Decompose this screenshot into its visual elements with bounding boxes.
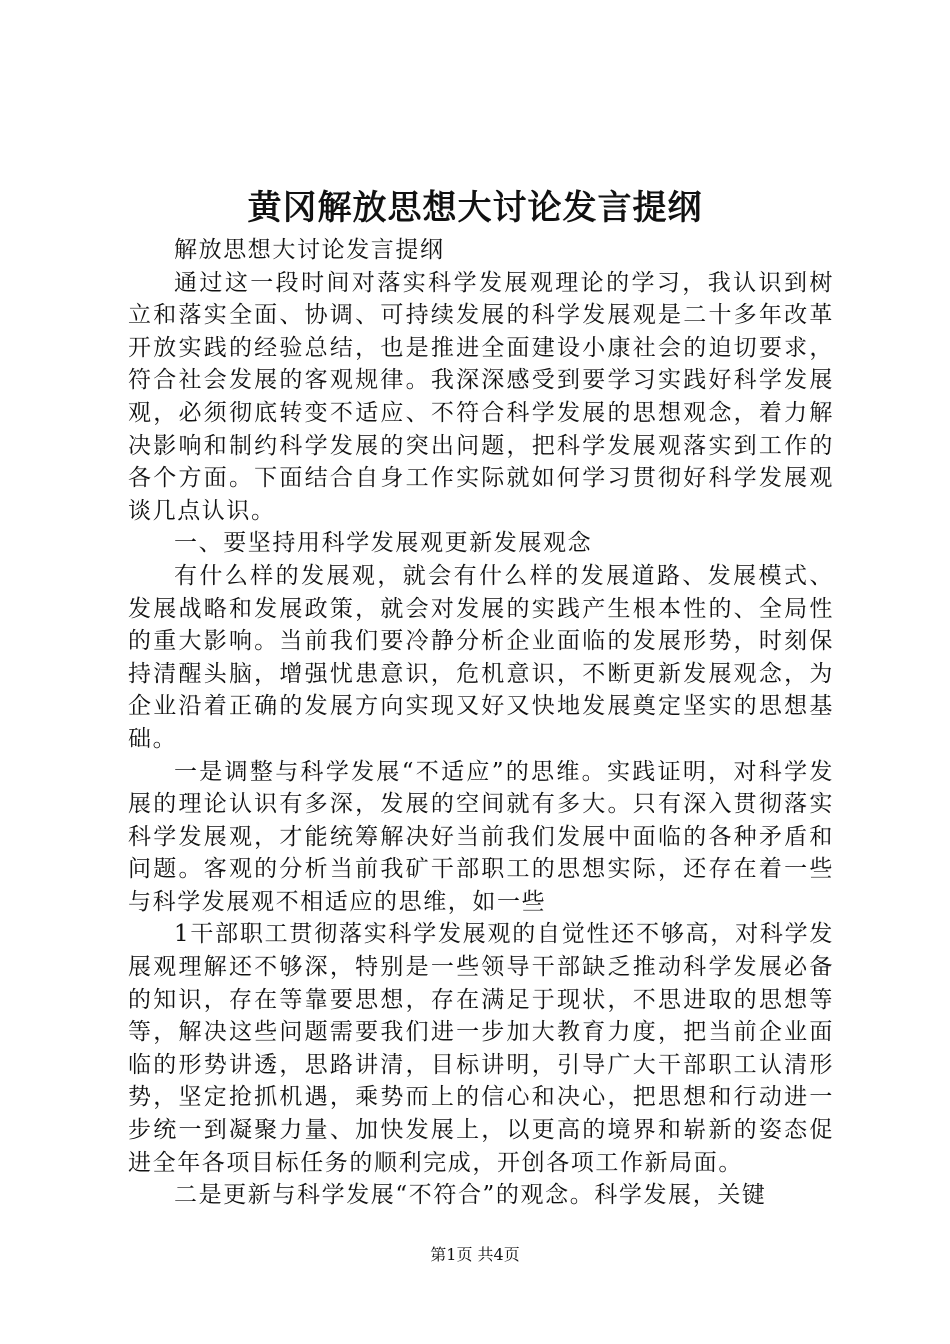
body-paragraph: 二是更新与科学发展“不符合”的观念。科学发展，关键 bbox=[174, 1182, 767, 1209]
document-title: 黄冈解放思想大讨论发言提纲 bbox=[247, 188, 703, 228]
body-paragraph: 一是调整与科学发展“不适应”的思维。实践证明，对科学发展的理论认识有多深，发展的空间就有多大。只有深入贯彻落实科学发展观，才能统筹解决好当前我们发展中面临的各种矛盾和问题。客观的分析当前我矿干部职工的思想实际，还存在着一些与科学发展观不相适应的思维，如一些 bbox=[128, 758, 834, 915]
page-number-footer: 第1页 共4页 bbox=[430, 1245, 520, 1264]
section-heading-1: 一、要坚持用科学发展观更新发展观念 bbox=[174, 530, 593, 557]
subtitle-paragraph: 解放思想大讨论发言提纲 bbox=[174, 237, 445, 263]
body-paragraph: 1干部职工贯彻落实科学发展观的自觉性还不够高，对科学发展观理解还不够深，特别是一些领导干部缺乏推动科学发展必备的知识，存在等靠要思想，存在满足于现状，不思进取的思想等等，解决这些问题需要我们进一步加大教育力度，把当前企业面临的形势讲透，思路讲清，目标讲明，引导广大干部职工认清形势，坚定抢抓机遇，乘势而上的信心和决心，把思想和行动进一步统一到凝聚力量、加快发展上，以更高的境界和崭新的姿态促进全年各项目标任务的顺利完成，开创各项工作新局面。 bbox=[128, 921, 834, 1176]
document-body bbox=[128, 234, 834, 1212]
body-paragraph: 有什么样的发展观，就会有什么样的发展道路、发展模式、发展战略和发展政策，就会对发展的实践产生根本性的、全局性的重大影响。当前我们要冷静分析企业面临的发展形势，时刻保持清醒头脑，增强忧患意识，危机意识，不断更新发展观念，为企业沿着正确的发展方向实现又好又快地发展奠定坚实的思想基础。 bbox=[128, 562, 834, 752]
intro-paragraph: 通过这一段时间对落实科学发展观理论的学习，我认识到树立和落实全面、协调、可持续发展的科学发展观是二十多年改革开放实践的经验总结，也是推进全面建设小康社会的迫切要求，符合社会发展的客观规律。我深深感受到要学习实践好科学发展观，必须彻底转变不适应、不符合科学发展的思想观念，着力解决影响和制约科学发展的突出问题，把科学发展观落实到工作的各个方面。下面结合自身工作实际就如何学习贯彻好科学发展观谈几点认识。 bbox=[128, 269, 834, 524]
